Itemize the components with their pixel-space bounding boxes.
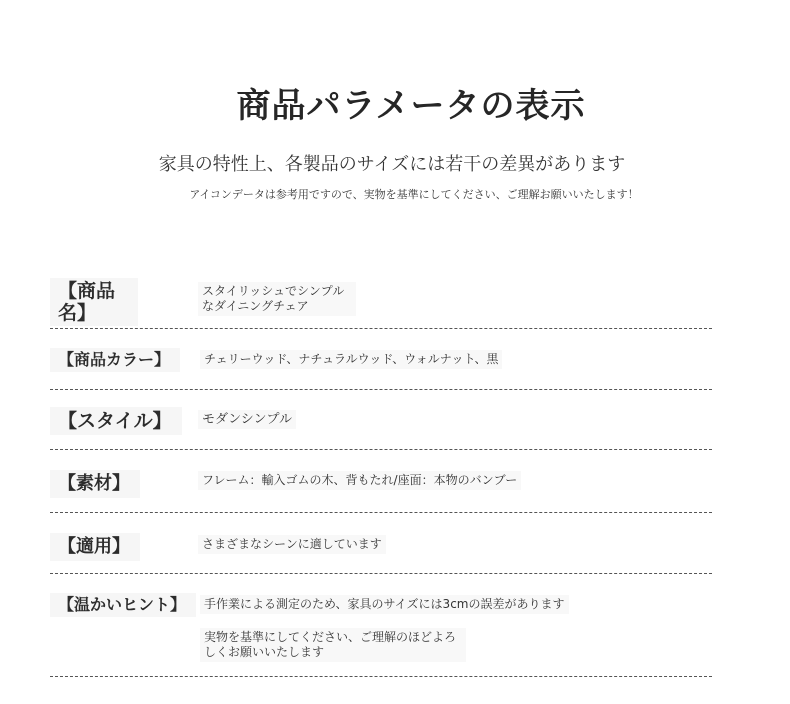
param-value: チェリーウッド、ナチュラルウッド、ウォルナット、黒 bbox=[200, 350, 502, 369]
page-title: 商品パラメータの表示 bbox=[236, 86, 586, 126]
param-label: 【商品名】 bbox=[50, 278, 138, 326]
param-value: モダンシンプル bbox=[198, 410, 296, 429]
param-row-material bbox=[50, 450, 712, 513]
param-row-style bbox=[50, 390, 712, 450]
param-value: さまざまなシーンに適しています bbox=[198, 535, 386, 554]
param-label: 【適用】 bbox=[50, 533, 140, 561]
param-label: 【素材】 bbox=[50, 470, 140, 498]
param-value: フレーム：輸入ゴムの木、背もたれ/座面：本物のバンブー bbox=[198, 471, 521, 490]
param-row-color bbox=[50, 329, 712, 390]
param-label: 【スタイル】 bbox=[50, 407, 182, 435]
param-row-product-name bbox=[50, 272, 712, 329]
param-label: 【温かいヒント】 bbox=[50, 593, 196, 617]
param-value: スタイリッシュでシンプルなダイニングチェア bbox=[198, 282, 356, 316]
row-divider bbox=[50, 676, 712, 677]
reference-note: アイコンデータは参考用ですので、実物を基準にしてください、ご理解お願いいたします！ bbox=[189, 188, 639, 201]
param-value: 手作業による測定のため、家具のサイズには3cmの誤差があります bbox=[200, 595, 569, 614]
param-value-continued: 実物を基準にしてください、ご理解のほどよろしくお願いいたします bbox=[200, 628, 466, 662]
param-row-tips bbox=[50, 574, 712, 677]
page-subtitle: 家具の特性上、各製品のサイズには若干の差異があります bbox=[158, 154, 626, 175]
param-label: 【商品カラー】 bbox=[50, 348, 180, 372]
param-row-usage bbox=[50, 513, 712, 574]
